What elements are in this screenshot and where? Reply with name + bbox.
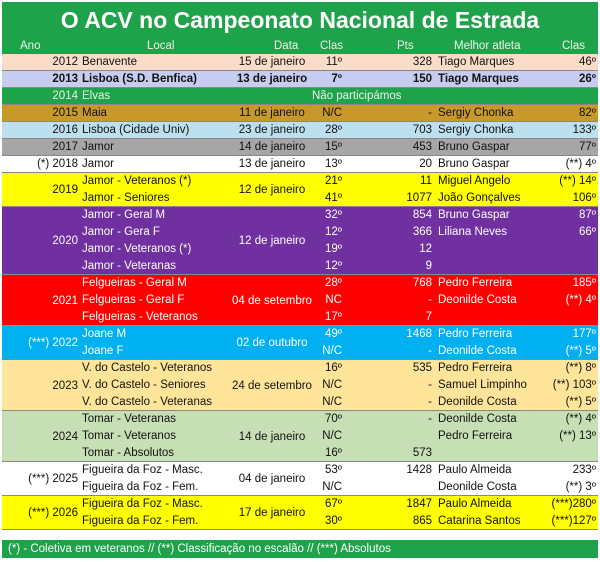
cell-athlete-rank: (**) 103º [552, 379, 596, 391]
year-group [2, 496, 598, 530]
cell-local: V. do Castelo - Veteranas [82, 396, 212, 408]
cell-year: 2014 [52, 90, 78, 102]
cell-points: 703 [412, 124, 432, 136]
cell-local: Jamor [82, 141, 114, 153]
group-year: 2021 [52, 294, 78, 307]
cell-points: 20 [419, 158, 432, 170]
cell-best-athlete: João Gonçalves [438, 192, 521, 204]
group-divider [2, 529, 598, 530]
header-data: Data [274, 40, 299, 52]
cell-points: - [428, 379, 432, 391]
cell-athlete-rank: (***)280º [551, 498, 596, 510]
cell-team-rank: 17º [325, 311, 342, 323]
cell-date: 14 de janeiro [238, 141, 306, 153]
cell-athlete-rank: (**) 5º [565, 396, 596, 408]
cell-points: 150 [412, 73, 432, 85]
cell-team-rank: 21º [325, 175, 342, 187]
cell-local: Felgueiras - Geral M [82, 277, 187, 289]
table-header [2, 38, 598, 54]
cell-best-athlete: Paulo Almeida [438, 498, 512, 510]
cell-team-rank: 30º [325, 515, 342, 527]
cell-best-athlete: Liliana Neves [438, 226, 508, 238]
group-date: 12 de janeiro [238, 184, 306, 196]
cell-best-athlete: Deonilde Costa [438, 294, 517, 306]
cell-athlete-rank: (**) 4º [565, 413, 596, 425]
year-group [2, 326, 598, 360]
cell-points: 9 [425, 260, 432, 272]
table-row [2, 190, 598, 207]
cell-athlete-rank: 66º [579, 226, 596, 238]
cell-best-athlete: Deonilde Costa [438, 481, 517, 493]
cell-best-athlete: Bruno Gaspar [438, 141, 510, 153]
cell-date: 13 de janeiro [236, 73, 308, 85]
cell-athlete-rank: (**) 3º [565, 481, 596, 493]
table-row [2, 258, 598, 275]
cell-team-rank: N/C [322, 345, 342, 357]
table-row [2, 445, 598, 462]
cell-note: Não participámos [312, 90, 402, 102]
cell-team-rank: 41º [325, 192, 342, 204]
cell-athlete-rank: 82º [579, 107, 596, 119]
cell-athlete-rank: (**) 14º [559, 175, 596, 187]
cell-athlete-rank: (**) 8º [565, 362, 596, 374]
cell-team-rank: N/C [322, 107, 342, 119]
page-title: O ACV no Campeonato Nacional de Estrada [2, 2, 598, 38]
cell-team-rank: 49º [325, 328, 342, 340]
cell-local: Figueira da Foz - Fem. [82, 515, 199, 527]
cell-best-athlete: Bruno Gaspar [438, 158, 510, 170]
cell-team-rank: 28º [325, 277, 342, 289]
cell-points: - [428, 107, 432, 119]
cell-local: V. do Castelo - Veteranos [82, 362, 212, 374]
cell-best-athlete: Deonilde Costa [438, 396, 517, 408]
cell-local: Tomar - Absolutos [82, 447, 175, 459]
cell-points: 1847 [406, 498, 432, 510]
table-row [2, 394, 598, 411]
table-row [2, 360, 598, 377]
cell-local: Felgueiras - Veteranos [82, 311, 198, 323]
cell-team-rank: N/C [322, 481, 342, 493]
group-date: 14 de janeiro [238, 430, 306, 443]
cell-athlete-rank: 46º [579, 56, 596, 68]
group-year: 2020 [52, 235, 78, 247]
cell-athlete-rank: 185º [572, 277, 596, 289]
cell-athlete-rank: 106º [572, 192, 596, 204]
cell-athlete-rank: 177º [572, 328, 596, 340]
cell-local: Jamor - Geral M [82, 209, 166, 221]
cell-team-rank: N/C [322, 379, 342, 391]
header-clas: Clas [320, 40, 344, 52]
cell-points: 573 [412, 447, 432, 459]
cell-best-athlete: Samuel Limpinho [438, 379, 527, 391]
table-row [2, 513, 598, 530]
table-row [2, 292, 598, 309]
table-row [2, 71, 598, 88]
table-row [2, 462, 598, 479]
cell-local: Elvas [82, 90, 111, 102]
group-date: 04 de setembro [232, 294, 312, 307]
cell-team-rank: 28º [325, 124, 342, 136]
group-date: 04 de janeiro [238, 473, 306, 485]
cell-team-rank: 13º [325, 158, 342, 170]
cell-local: Tomar - Veteranos [82, 430, 176, 442]
cell-local: Jamor - Veteranos (*) [82, 243, 192, 255]
table-row [2, 139, 598, 156]
cell-athlete-rank: (**) 4º [565, 158, 596, 170]
cell-points: 1468 [406, 328, 432, 340]
cell-points: 1077 [406, 192, 432, 204]
cell-local: Joane F [82, 345, 124, 357]
cell-local: Joane M [82, 328, 127, 340]
table-row [2, 122, 598, 139]
cell-best-athlete: Paulo Almeida [438, 464, 512, 476]
table-row [2, 207, 598, 224]
year-group [2, 360, 598, 411]
cell-best-athlete: Deonilde Costa [438, 345, 517, 357]
cell-team-rank: N/C [322, 430, 342, 442]
group-date: 24 de setembro [232, 379, 312, 392]
cell-best-athlete: Catarina Santos [438, 515, 521, 527]
group-year: (***) 2025 [28, 473, 78, 485]
header-atleta: Melhor atleta [454, 40, 521, 52]
table-row [2, 411, 598, 428]
table-row [2, 326, 598, 343]
table-row [2, 156, 598, 173]
cell-best-athlete: Deonilde Costa [438, 413, 517, 425]
cell-best-athlete: Bruno Gaspar [438, 209, 510, 221]
year-group [2, 173, 598, 207]
table-row [2, 241, 598, 258]
cell-athlete-rank: (**) 4º [565, 294, 596, 306]
table-row [2, 428, 598, 445]
cell-local: Figueira da Foz - Fem. [82, 481, 199, 493]
cell-local: Lisboa (Cidade Univ) [82, 124, 190, 136]
cell-points: 535 [412, 362, 432, 374]
cell-local: Jamor - Veteranos (*) [82, 175, 192, 187]
cell-best-athlete: Sergiy Chonka [438, 124, 514, 136]
header-clas-atleta: Clas [562, 40, 586, 52]
header-pts: Pts [397, 40, 414, 52]
cell-athlete-rank: 133º [572, 124, 596, 136]
cell-team-rank: 67º [325, 498, 342, 510]
cell-points: - [428, 413, 432, 425]
cell-team-rank: 11º [325, 56, 342, 68]
cell-local: Maia [82, 107, 107, 119]
cell-athlete-rank: 87º [579, 209, 596, 221]
header-local: Local [147, 40, 175, 52]
cell-best-athlete: Pedro Ferreira [438, 328, 513, 340]
results-table [2, 2, 598, 558]
cell-points: 768 [412, 277, 432, 289]
table-row [2, 88, 598, 105]
cell-team-rank: 12º [325, 226, 342, 238]
footnote: (*) - Coletiva em veteranos // (**) Classificação no escalão // (***) Absolutos [2, 540, 598, 558]
cell-local: Jamor - Gera F [82, 226, 160, 238]
header-ano: Ano [20, 40, 41, 52]
table-row [2, 309, 598, 326]
cell-year: (*) 2018 [37, 158, 78, 170]
cell-date: 15 de janeiro [238, 56, 306, 68]
cell-local: Benavente [82, 56, 137, 68]
table-row [2, 275, 598, 292]
cell-athlete-rank: (**) 5º [565, 345, 596, 357]
cell-points: 854 [412, 209, 432, 221]
group-year: 2019 [52, 184, 78, 196]
cell-date: 23 de janeiro [238, 124, 306, 136]
cell-local: Lisboa (S.D. Benfica) [82, 73, 198, 85]
cell-year: 2013 [52, 73, 78, 85]
cell-year: 2016 [52, 124, 78, 136]
cell-local: Felgueiras - Geral F [82, 294, 185, 306]
cell-athlete-rank: (***)127º [551, 515, 596, 527]
year-group [2, 275, 598, 326]
cell-points: 453 [412, 141, 432, 153]
cell-best-athlete: Tiago Marques [438, 73, 519, 85]
cell-local: Jamor - Veteranas [82, 260, 176, 272]
cell-team-rank: N/C [322, 396, 342, 408]
table-row [2, 496, 598, 513]
cell-athlete-rank: 77º [579, 141, 596, 153]
cell-best-athlete: Pedro Ferreira [438, 430, 513, 442]
cell-best-athlete: Miguel Angelo [438, 175, 511, 187]
group-year: (***) 2026 [28, 507, 78, 519]
cell-athlete-rank: (**) 13º [559, 430, 596, 442]
cell-local: Tomar - Veteranas [82, 413, 176, 425]
cell-team-rank: 19º [325, 243, 342, 255]
year-group [2, 411, 598, 462]
cell-local: Figueira da Foz - Masc. [82, 464, 203, 476]
cell-points: - [428, 345, 432, 357]
cell-team-rank: 70º [325, 413, 342, 425]
cell-athlete-rank: 233º [572, 464, 596, 476]
cell-points: 366 [412, 226, 432, 238]
cell-team-rank: 16º [325, 362, 342, 374]
cell-local: Jamor [82, 158, 114, 170]
cell-points: - [428, 294, 432, 306]
year-group [2, 462, 598, 496]
cell-local: Jamor - Seniores [82, 192, 170, 204]
cell-athlete-rank: 26º [579, 73, 596, 85]
group-year: 2023 [52, 379, 78, 392]
cell-points: 12 [419, 243, 432, 255]
table-row [2, 343, 598, 360]
cell-local: V. do Castelo - Seniores [82, 379, 206, 391]
cell-team-rank: 15º [325, 141, 342, 153]
cell-year: 2012 [52, 56, 78, 68]
cell-team-rank: 12º [325, 260, 342, 272]
cell-points: - [428, 396, 432, 408]
cell-year: 2015 [52, 107, 78, 119]
group-year: (***) 2022 [28, 337, 78, 349]
cell-team-rank: 32º [325, 209, 342, 221]
group-date: 17 de janeiro [238, 507, 306, 519]
table-row [2, 105, 598, 122]
cell-best-athlete: Pedro Ferreira [438, 362, 513, 374]
cell-points: 11 [420, 175, 432, 187]
cell-year: 2017 [52, 141, 78, 153]
table-row [2, 224, 598, 241]
cell-team-rank: 7º [331, 73, 342, 85]
group-year: 2024 [52, 430, 78, 443]
cell-points: 328 [412, 56, 432, 68]
table-row [2, 377, 598, 394]
cell-local: Figueira da Foz - Masc. [82, 498, 203, 510]
cell-best-athlete: Sergiy Chonka [438, 107, 514, 119]
cell-points: 1428 [406, 464, 432, 476]
year-group [2, 207, 598, 275]
cell-best-athlete: Pedro Ferreira [438, 277, 513, 289]
cell-best-athlete: Tiago Marques [438, 56, 515, 68]
group-date: 02 de outubro [236, 337, 308, 349]
cell-points: 865 [412, 515, 432, 527]
table-row [2, 54, 598, 71]
cell-points: 7 [425, 311, 432, 323]
table-row [2, 173, 598, 190]
group-date: 12 de janeiro [238, 235, 306, 247]
cell-team-rank: NC [325, 294, 342, 306]
cell-date: 11 de janeiro [239, 107, 305, 119]
table-row [2, 479, 598, 496]
cell-team-rank: 16º [325, 447, 342, 459]
cell-date: 13 de janeiro [238, 158, 306, 170]
cell-team-rank: 53º [325, 464, 342, 476]
